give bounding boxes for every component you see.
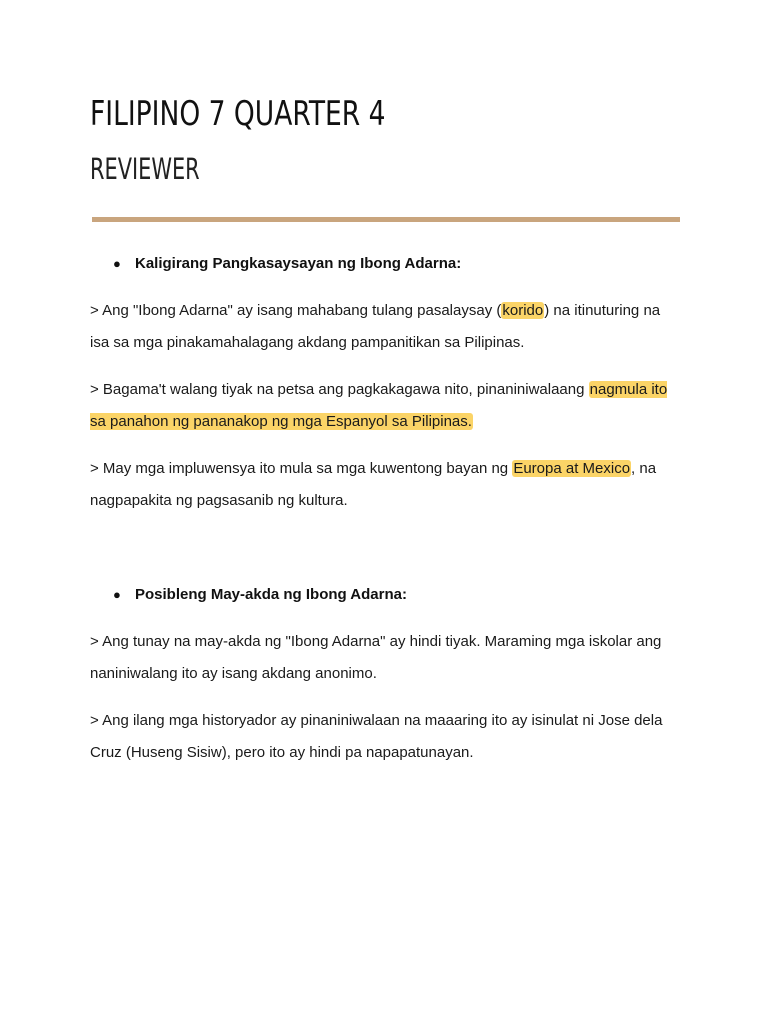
- page-title: FILIPINO 7 QUARTER 4: [90, 94, 386, 134]
- highlighted-text: nagmula ito sa panahon ng pananakop ng mga Espanyol sa Pilipinas.: [90, 381, 668, 430]
- paragraph-author-jose-dela-cruz: > Ang ilang mga historyador ay pinaniniwalaan na maaaring ito ay isinulat ni Jose dela Cruz (Huseng Sisiw), pero ito ay hindi pa napapatunayan.: [90, 712, 663, 761]
- title-divider: [92, 217, 680, 222]
- section-heading-label: Posibleng May-akda ng Ibong Adarna:: [135, 586, 407, 603]
- section-heading-label: Kaligirang Pangkasaysayan ng Ibong Adarna:: [135, 255, 462, 272]
- paragraph-origin: [90, 374, 680, 437]
- paragraph-text: > Ang "Ibong Adarna" ay isang mahabang tulang pasalaysay (: [90, 302, 502, 319]
- paragraph-text: ) na itinuturing na isa sa mga pinakamahalagang akdang pampanitikan sa Pilipinas.: [90, 302, 661, 351]
- paragraph-text: > Bagama't walang tiyak na petsa ang pagkakagawa nito, pinaniniwalaang: [90, 381, 589, 398]
- bullet-icon: ●: [113, 256, 121, 271]
- section-heading-background: [113, 255, 461, 272]
- bullet-icon: ●: [113, 587, 121, 602]
- paragraph-text: , na nagpapakita ng pagsasanib ng kultura.: [90, 460, 657, 509]
- highlighted-text: korido: [502, 302, 544, 319]
- paragraph-text: > May mga impluwensya ito mula sa mga kuwentong bayan ng: [90, 460, 513, 477]
- paragraph-author-unknown: > Ang tunay na may-akda ng "Ibong Adarna" ay hindi tiyak. Maraming mga iskolar ang naniniwalang ito ay isang akdang anonimo.: [90, 633, 662, 682]
- section-heading-author: [113, 586, 407, 603]
- page-subtitle: REVIEWER: [90, 152, 200, 186]
- paragraph-influences: [90, 453, 680, 516]
- paragraph-korido: [90, 295, 680, 358]
- highlighted-text: Europa at Mexico: [513, 460, 631, 477]
